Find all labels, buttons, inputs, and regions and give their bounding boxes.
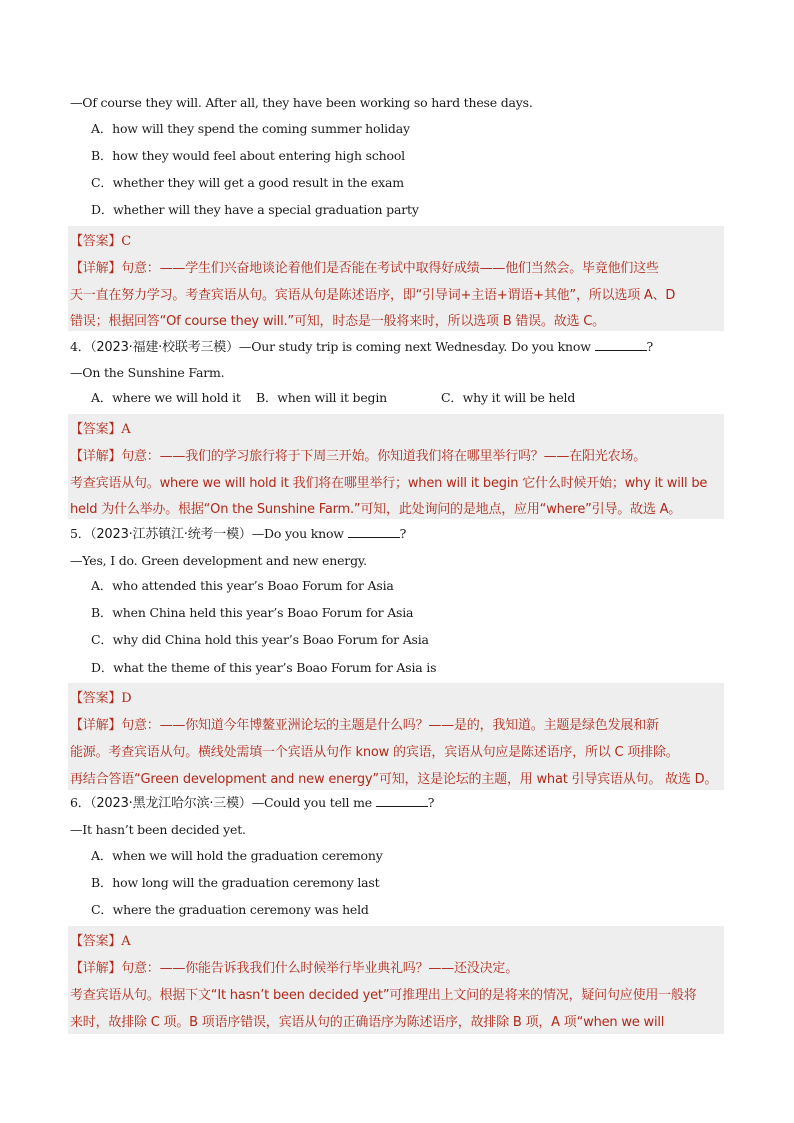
detail-tag: 【详解】 <box>70 261 122 276</box>
detail-tag: 【详解】 <box>70 961 122 976</box>
q5-option-c: C．why did China hold this year’s Boao Forum for Asia <box>91 632 429 647</box>
answer-value: A <box>121 422 131 437</box>
q3-detail-line-1: 【详解】句意：——学生们兴奋地谈论着他们是否能在考试中取得好成绩——他们当然会。毕竟他们这些 <box>70 261 659 276</box>
answer-tag: 【答案】 <box>70 234 122 249</box>
answer-tag: 【答案】 <box>70 422 122 437</box>
q3-answer-line <box>70 230 131 249</box>
q5-source: （2023·江苏镇江·统考一模） <box>90 527 252 542</box>
answer-tag: 【答案】 <box>70 934 122 949</box>
q4-stem: 4．（2023·福建·校联考三模）—Our study trip is coming next Wednesday. Do you know ? <box>70 339 654 355</box>
q4-detail-line-3: held 为什么举办。根据“On the Sunshine Farm.”可知，此处询问的是地点，应用“where”引导。故选 A。 <box>70 502 682 517</box>
q3-detail-line-2: 天一直在努力学习。考查宾语从句。宾语从句是陈述语序，即“引导词+主语+谓语+其他”，所以选项 A、D <box>70 288 676 303</box>
q6-detail-line-2: 考查宾语从句。根据下文“It hasn’t been decided yet”可推理出上文问的是将来的情况，疑问句应使用一般将 <box>70 988 697 1003</box>
q3-option-b: B．how they would feel about entering high school <box>91 148 405 163</box>
answer-blank <box>595 339 647 351</box>
q6-option-c: C．where the graduation ceremony was held <box>91 902 369 917</box>
q6-detail-line-3: 来时，故排除 C 项。B 项语序错误，宾语从句的正确语序为陈述语序，故排除 B 项，A 项“when we will <box>70 1015 665 1030</box>
q6-reply: —It hasn’t been decided yet. <box>70 822 246 837</box>
q5-option-d: D．what the theme of this year’s Boao Forum for Asia is <box>91 660 437 675</box>
q5-detail-line-2: 能源。考查宾语从句。横线处需填一个宾语从句作 know 的宾语，宾语从句应是陈述语序，所以 C 项排除。 <box>70 745 679 760</box>
q6-answer-line <box>70 930 130 949</box>
q3-option-a: A．how will they spend the coming summer holiday <box>91 121 410 136</box>
q4-detail-line-2: 考查宾语从句。where we will hold it 我们将在哪里举行；when will it begin 它什么时候开始；why it will be <box>70 476 708 491</box>
q5-answer-line <box>70 687 131 706</box>
q5-reply: —Yes, I do. Green development and new energy. <box>70 553 367 568</box>
q3-reply: —Of course they will. After all, they have been working so hard these days. <box>70 95 533 110</box>
q4-option-c: C．why it will be held <box>441 390 576 405</box>
answer-tag: 【答案】 <box>70 691 122 706</box>
q3-option-d: D．whether will they have a special graduation party <box>91 202 419 217</box>
q4-reply: —On the Sunshine Farm. <box>70 365 225 380</box>
q4-option-b: B．when will it begin <box>256 390 387 405</box>
q5-answer-block <box>68 683 724 790</box>
q5-detail-line-1: 【详解】句意：——你知道今年博鳌亚洲论坛的主题是什么吗？——是的，我知道。主题是绿色发展和新 <box>70 718 659 733</box>
q6-stem: 6．（2023·黑龙江哈尔滨·三模）—Could you tell me ? <box>70 795 435 811</box>
q4-detail-line-1: 【详解】句意：——我们的学习旅行将于下周三开始。你知道我们将在哪里举行吗？——在阳光农场。 <box>70 449 647 464</box>
q5-stem: 5．（2023·江苏镇江·统考一模）—Do you know ? <box>70 526 407 542</box>
q4-source: （2023·福建·校联考三模） <box>90 340 239 355</box>
q3-option-c: C．whether they will get a good result in the exam <box>91 175 404 190</box>
q6-answer-block <box>68 926 724 1034</box>
answer-blank <box>348 526 400 538</box>
detail-tag: 【详解】 <box>70 718 122 733</box>
q5-detail-line-3: 再结合答语“Green development and new energy”可知，这是论坛的主题，用 what 引导宾语从句。 故选 D。 <box>70 772 718 787</box>
answer-value: D <box>121 691 132 706</box>
q3-detail-line-3: 错误；根据回答“Of course they will.”可知，时态是一般将来时，所以选项 B 错误。故选 C。 <box>70 314 605 329</box>
answer-value: A <box>121 934 131 949</box>
q5-option-b: B．when China held this year’s Boao Forum for Asia <box>91 605 414 620</box>
q5-option-a: A．who attended this year’s Boao Forum for Asia <box>91 578 394 593</box>
q6-source: （2023·黑龙江哈尔滨·三模） <box>90 796 252 811</box>
detail-tag: 【详解】 <box>70 449 122 464</box>
q3-answer-block <box>68 226 724 331</box>
q4-option-a: A．where we will hold it <box>91 390 241 405</box>
q6-option-a: A．when we will hold the graduation ceremony <box>91 848 383 863</box>
q6-detail-line-1: 【详解】句意：——你能告诉我我们什么时候举行毕业典礼吗？——还没决定。 <box>70 961 519 976</box>
answer-value: C <box>121 234 131 249</box>
q6-option-b: B．how long will the graduation ceremony last <box>91 875 380 890</box>
answer-blank <box>376 795 428 807</box>
q4-answer-line <box>70 418 130 437</box>
q4-answer-block <box>68 414 724 519</box>
